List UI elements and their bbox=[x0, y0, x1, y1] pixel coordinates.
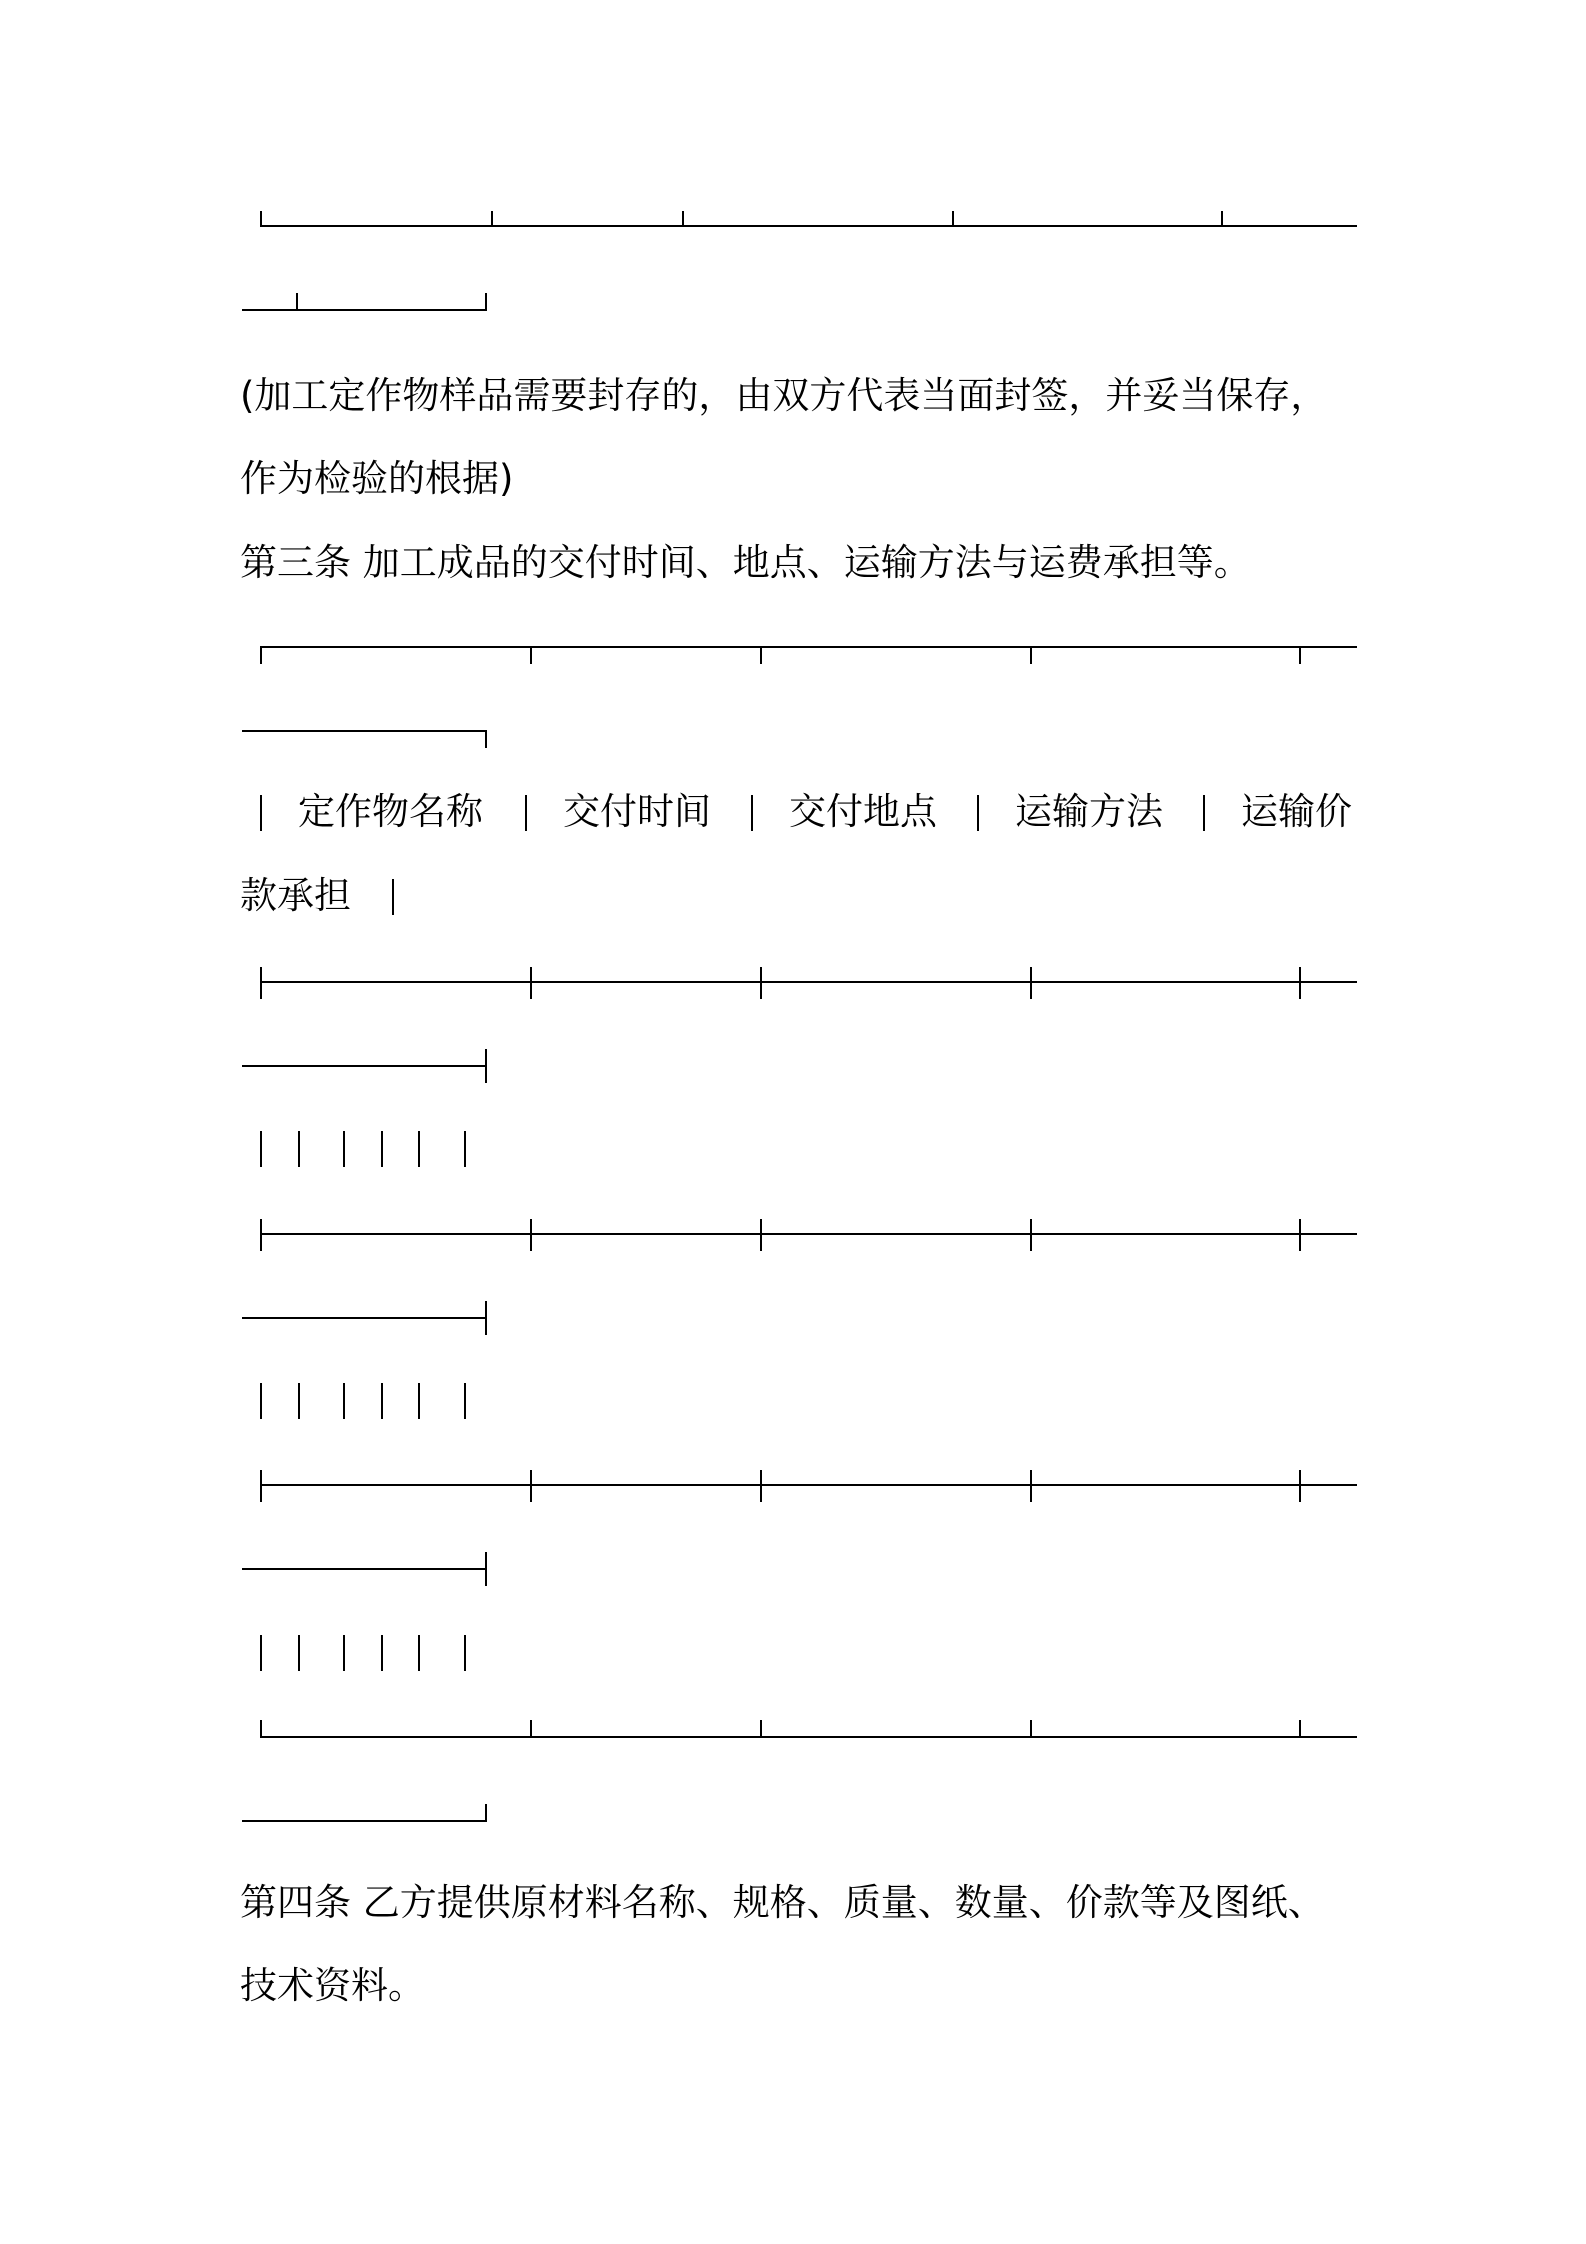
table-data-row-3 bbox=[261, 1636, 465, 1670]
table-top-border bbox=[243, 647, 1356, 747]
table-data-row-1 bbox=[261, 1132, 465, 1166]
table-separator-row-2 bbox=[243, 1220, 1356, 1334]
table-header-item-name: 定作物名称 bbox=[298, 790, 483, 833]
clause3-title: 第三条 加工成品的交付时间、地点、运输方法与运费承担等。 bbox=[240, 541, 1251, 584]
clause2-note-line2: 作为检验的根据) bbox=[240, 457, 514, 500]
clause2-note-line1: (加工定作物样品需要封存的，由双方代表当面封签，并妥当保存， bbox=[240, 374, 1328, 417]
table-bottom-border bbox=[243, 1721, 1356, 1821]
table-header-delivery-time: 交付时间 bbox=[563, 790, 711, 833]
table-separator-row-1 bbox=[243, 968, 1356, 1082]
clause4-line2: 技术资料。 bbox=[240, 1964, 425, 2007]
table-header-freight-cost: 运输价 bbox=[1241, 790, 1352, 833]
table-header-transport-method: 运输方法 bbox=[1015, 790, 1163, 833]
clause4-line1: 第四条 乙方提供原材料名称、规格、质量、数量、价款等及图纸、 bbox=[240, 1881, 1325, 1924]
table-separator-row-3 bbox=[243, 1471, 1356, 1585]
table-header-freight-cost-wrap: 款承担 bbox=[240, 874, 351, 917]
table-data-row-2 bbox=[261, 1384, 465, 1418]
table-header-delivery-place: 交付地点 bbox=[789, 790, 937, 833]
